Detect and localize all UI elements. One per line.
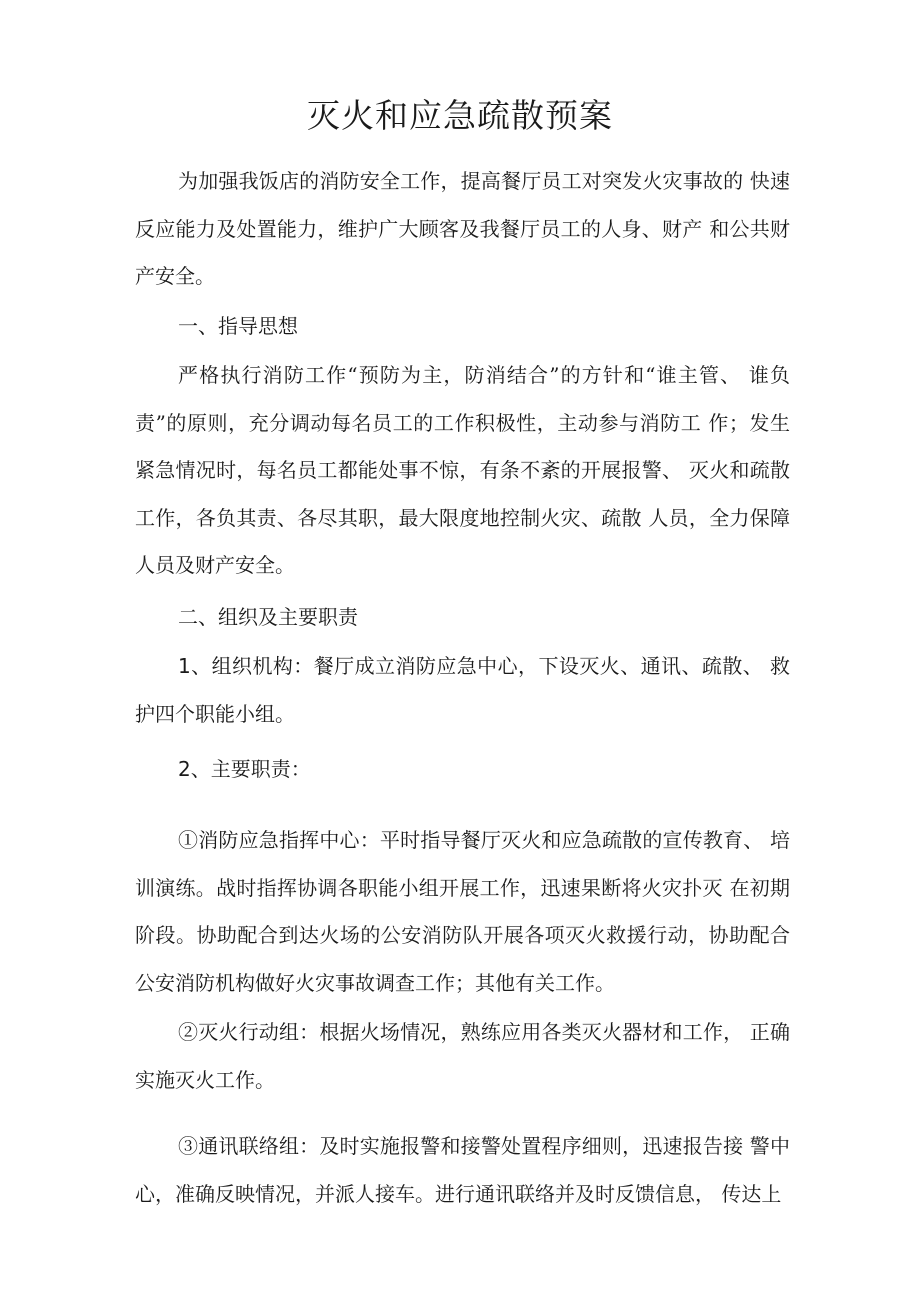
document-title: 灭火和应急疏散预案 [307,96,613,135]
main-duties-heading: 2、主要职责： [178,757,311,781]
section-heading-guiding-ideology: 一、指导思想 [178,314,298,338]
section-heading-organization: 二、组织及主要职责 [178,605,358,629]
guiding-ideology-paragraph: 严格执行消防工作“预防为主，防消结合”的方针和“谁主管、 谁负责”的原则，充分调动每名员工的工作积极性，主动参与消防工 作；发生紧急情况时，每名员工都能处事不惊，有条不紊的开展报警、 灭火和疏散工作，各负其责、各尽其职，最大限度地控制火灾、疏散 人员，全力保障人员及财产安全。 [135,363,790,577]
organization-structure-paragraph: 1、组织机构：餐厅成立消防应急中心，下设灭火、通讯、疏散、 救护四个职能小组。 [135,654,790,726]
duty-communication-group-paragraph: ③通讯联络组：及时实施报警和接警处置程序细则，迅速报告接 警中心，准确反映情况，并派人接车。进行通讯联络并及时反馈信息， 传达上 [135,1134,790,1206]
intro-paragraph: 为加强我饭店的消防安全工作，提高餐厅员工对突发火灾事故的 快速反应能力及处置能力，维护广大顾客及我餐厅员工的人身、财产 和公共财产安全。 [135,169,790,288]
duty-command-center-paragraph: ①消防应急指挥中心：平时指导餐厅灭火和应急疏散的宣传教育、 培训演练。战时指挥协调各职能小组开展工作，迅速果断将火灾扑灭 在初期阶段。协助配合到达火场的公安消防队开展各项灭火救援行动，协助配合公安消防机构做好火灾事故调查工作；其他有关工作。 [135,828,790,995]
duty-firefighting-group-paragraph: ②灭火行动组：根据火场情况，熟练应用各类灭火器材和工作， 正确实施灭火工作。 [135,1020,790,1092]
